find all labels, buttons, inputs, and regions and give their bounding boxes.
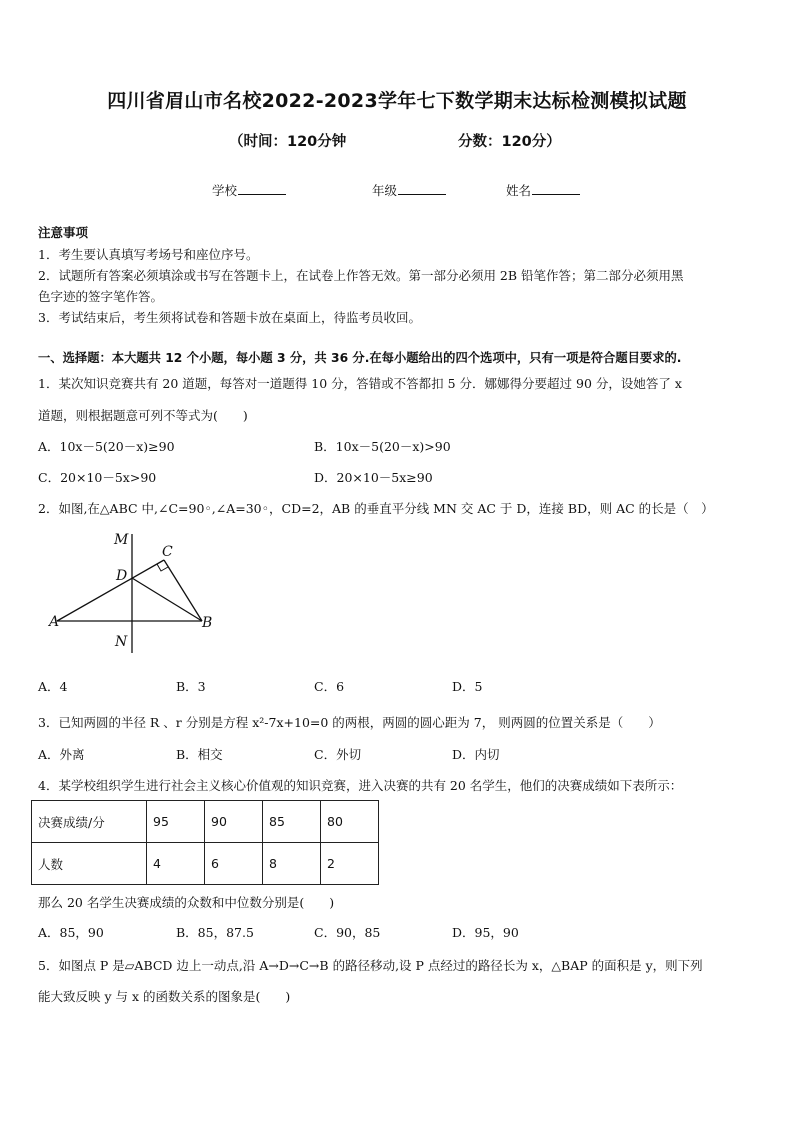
grade-blank[interactable] bbox=[398, 182, 446, 195]
question-5-line: 5．如图点 P 是▱ABCD 边上一动点,沿 A→D→C→B 的路径移动,设 P 点经过的路径长为 x，△BAP 的面积是 y，则下列 bbox=[38, 958, 703, 973]
question-4-line: 4．某学校组织学生进行社会主义核心价值观的知识竞赛，进入决赛的共有 20 名学生，他们的决赛成绩如下表所示： bbox=[38, 778, 683, 793]
table-cell: 8 bbox=[263, 843, 321, 885]
question-5-line: 能大致反映 y 与 x 的函数关系的图象是( ) bbox=[38, 989, 291, 1004]
question-1-option-c[interactable]: C．20×10－5x>90 bbox=[38, 470, 157, 485]
table-cell: 95 bbox=[147, 801, 205, 843]
school-field[interactable] bbox=[212, 181, 286, 199]
label-m: M bbox=[114, 532, 129, 548]
table-cell: 4 bbox=[147, 843, 205, 885]
label-d: D bbox=[116, 568, 128, 584]
notice-item: 色字迹的签字笔作答。 bbox=[38, 289, 164, 304]
question-2-line: 2．如图,在△ABC 中,∠C=90◦,∠A=30◦，CD=2，AB 的垂直平分线 MN 交 AC 于 D，连接 BD，则 AC 的长是（ ） bbox=[38, 501, 714, 516]
table-cell: 人数 bbox=[32, 843, 147, 885]
exam-score: 分数：120分） bbox=[458, 134, 561, 150]
question-1-line: 1．某次知识竞赛共有 20 道题，每答对一道题得 10 分，答错或不答都扣 5 分．娜娜得分要超过 90 分，设她答了 x bbox=[38, 376, 682, 391]
question-4-option-a[interactable]: A．85，90 bbox=[38, 925, 104, 940]
grade-field[interactable] bbox=[372, 181, 446, 199]
question-3-line: 3．已知两圆的半径 R 、r 分别是方程 x²-7x+10=0 的两根，两圆的圆心距为 7， 则两圆的位置关系是（ ） bbox=[38, 715, 661, 730]
table-cell: 90 bbox=[205, 801, 263, 843]
school-blank[interactable] bbox=[238, 182, 286, 195]
question-1-option-a[interactable]: A．10x－5(20－x)≥90 bbox=[38, 439, 175, 454]
name-label: 姓名 bbox=[506, 183, 532, 198]
segment-cb bbox=[164, 560, 202, 621]
question-3-option-a[interactable]: A．外离 bbox=[38, 747, 85, 762]
table-cell: 2 bbox=[321, 843, 379, 885]
notice-item: 3．考试结束后，考生须将试卷和答题卡放在桌面上，待监考员收回。 bbox=[38, 310, 421, 325]
right-angle-mark bbox=[157, 564, 168, 571]
school-label: 学校 bbox=[212, 183, 238, 198]
question-3-option-b[interactable]: B．相交 bbox=[176, 747, 223, 762]
name-blank[interactable] bbox=[532, 182, 580, 195]
section-heading: 一、选择题：本大题共 12 个小题，每小题 3 分，共 36 分.在每小题给出的四个选项中，只有一项是符合题目要求的. bbox=[38, 351, 682, 365]
table-cell: 决赛成绩/分 bbox=[32, 801, 147, 843]
question-3-option-c[interactable]: C．外切 bbox=[314, 747, 362, 762]
name-field[interactable] bbox=[506, 181, 580, 199]
question-2-option-a[interactable]: A．4 bbox=[38, 679, 68, 694]
grade-label: 年级 bbox=[372, 183, 398, 198]
table-cell: 80 bbox=[321, 801, 379, 843]
page-title: 四川省眉山市名校2022-2023学年七下数学期末达标检测模拟试题 bbox=[107, 90, 687, 112]
question-1-option-d[interactable]: D．20×10－5x≥90 bbox=[314, 470, 433, 485]
label-c: C bbox=[162, 544, 173, 560]
segment-ac bbox=[57, 560, 164, 621]
question-2-option-b[interactable]: B．3 bbox=[176, 679, 206, 694]
label-a: A bbox=[49, 614, 60, 630]
table-cell: 6 bbox=[205, 843, 263, 885]
label-b: B bbox=[202, 615, 213, 631]
notice-item: 2．试题所有答案必须填涂或书写在答题卡上，在试卷上作答无效。第一部分必须用 2B 铅笔作答；第二部分必须用黑 bbox=[38, 268, 684, 283]
table-row bbox=[32, 801, 379, 843]
table-row bbox=[32, 843, 379, 885]
question-1-option-b[interactable]: B．10x－5(20－x)>90 bbox=[314, 439, 451, 454]
table-cell: 85 bbox=[263, 801, 321, 843]
question-2-option-d[interactable]: D．5 bbox=[452, 679, 483, 694]
exam-time: （时间：120分钟 bbox=[229, 134, 347, 150]
segment-db bbox=[132, 578, 202, 621]
question-4-option-b[interactable]: B．85，87.5 bbox=[176, 925, 254, 940]
question-1-line: 道题，则根据题意可列不等式为( ) bbox=[38, 408, 248, 423]
notice-heading: 注意事项 bbox=[38, 225, 89, 240]
question-4-option-c[interactable]: C．90，85 bbox=[314, 925, 381, 940]
question-2-option-c[interactable]: C．6 bbox=[314, 679, 345, 694]
label-n: N bbox=[115, 634, 128, 650]
triangle-figure bbox=[38, 528, 228, 658]
question-3-option-d[interactable]: D．内切 bbox=[452, 747, 500, 762]
question-4-after: 那么 20 名学生决赛成绩的众数和中位数分别是( ) bbox=[38, 895, 335, 910]
notice-item: 1．考生要认真填写考场号和座位序号。 bbox=[38, 247, 259, 262]
question-4-option-d[interactable]: D．95，90 bbox=[452, 925, 519, 940]
score-table bbox=[31, 800, 379, 885]
